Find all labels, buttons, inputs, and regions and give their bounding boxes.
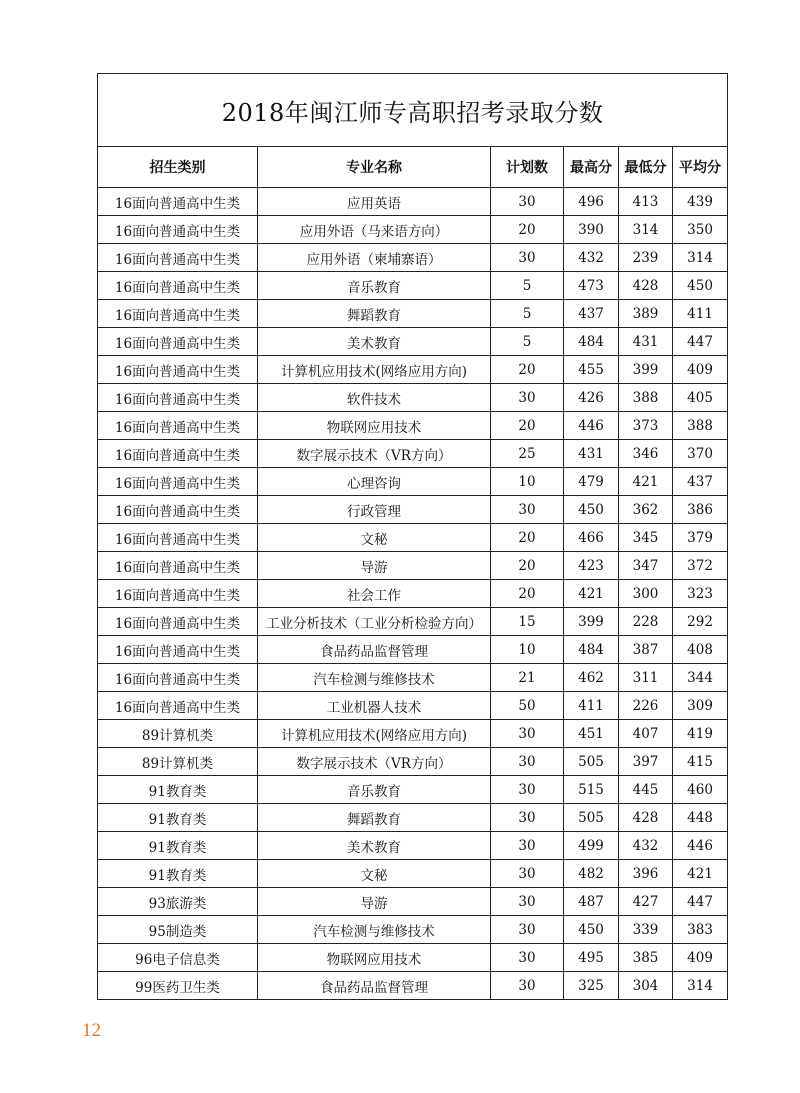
cell-max: 473 bbox=[564, 272, 619, 300]
cell-plan: 5 bbox=[491, 328, 564, 356]
cell-major: 食品药品监督管理 bbox=[258, 636, 491, 664]
cell-plan: 25 bbox=[491, 440, 564, 468]
cell-plan: 30 bbox=[491, 804, 564, 832]
cell-avg: 372 bbox=[673, 552, 728, 580]
cell-min: 431 bbox=[619, 328, 673, 356]
cell-max: 455 bbox=[564, 356, 619, 384]
cell-category: 16面向普通高中生类 bbox=[98, 300, 258, 328]
header-plan: 计划数 bbox=[491, 147, 564, 188]
cell-major: 食品药品监督管理 bbox=[258, 972, 491, 1000]
cell-avg: 314 bbox=[673, 244, 728, 272]
table-row bbox=[98, 328, 728, 356]
cell-max: 466 bbox=[564, 524, 619, 552]
table-row bbox=[98, 412, 728, 440]
cell-min: 428 bbox=[619, 272, 673, 300]
header-major: 专业名称 bbox=[258, 147, 491, 188]
cell-min: 445 bbox=[619, 776, 673, 804]
cell-plan: 5 bbox=[491, 272, 564, 300]
cell-max: 479 bbox=[564, 468, 619, 496]
cell-avg: 405 bbox=[673, 384, 728, 412]
cell-max: 437 bbox=[564, 300, 619, 328]
table-row bbox=[98, 300, 728, 328]
table-row bbox=[98, 860, 728, 888]
admission-score-table bbox=[97, 73, 728, 1000]
cell-max: 495 bbox=[564, 944, 619, 972]
cell-max: 484 bbox=[564, 636, 619, 664]
cell-plan: 30 bbox=[491, 748, 564, 776]
cell-max: 451 bbox=[564, 720, 619, 748]
cell-avg: 409 bbox=[673, 944, 728, 972]
cell-avg: 460 bbox=[673, 776, 728, 804]
cell-min: 396 bbox=[619, 860, 673, 888]
table-row bbox=[98, 944, 728, 972]
cell-category: 16面向普通高中生类 bbox=[98, 496, 258, 524]
cell-min: 427 bbox=[619, 888, 673, 916]
cell-major: 应用外语（马来语方向） bbox=[258, 216, 491, 244]
cell-min: 388 bbox=[619, 384, 673, 412]
cell-min: 314 bbox=[619, 216, 673, 244]
cell-major: 文秘 bbox=[258, 860, 491, 888]
cell-min: 362 bbox=[619, 496, 673, 524]
cell-category: 16面向普通高中生类 bbox=[98, 188, 258, 216]
table-row bbox=[98, 972, 728, 1000]
cell-avg: 309 bbox=[673, 692, 728, 720]
cell-min: 347 bbox=[619, 552, 673, 580]
cell-category: 16面向普通高中生类 bbox=[98, 356, 258, 384]
cell-plan: 30 bbox=[491, 860, 564, 888]
cell-avg: 314 bbox=[673, 972, 728, 1000]
cell-avg: 344 bbox=[673, 664, 728, 692]
cell-plan: 5 bbox=[491, 300, 564, 328]
cell-plan: 30 bbox=[491, 720, 564, 748]
cell-min: 421 bbox=[619, 468, 673, 496]
cell-max: 390 bbox=[564, 216, 619, 244]
table-row bbox=[98, 244, 728, 272]
cell-category: 16面向普通高中生类 bbox=[98, 244, 258, 272]
cell-category: 16面向普通高中生类 bbox=[98, 664, 258, 692]
cell-min: 228 bbox=[619, 608, 673, 636]
cell-plan: 20 bbox=[491, 216, 564, 244]
cell-max: 487 bbox=[564, 888, 619, 916]
cell-plan: 21 bbox=[491, 664, 564, 692]
cell-avg: 379 bbox=[673, 524, 728, 552]
cell-avg: 419 bbox=[673, 720, 728, 748]
cell-plan: 30 bbox=[491, 888, 564, 916]
cell-major: 文秘 bbox=[258, 524, 491, 552]
cell-category: 16面向普通高中生类 bbox=[98, 692, 258, 720]
cell-plan: 10 bbox=[491, 468, 564, 496]
table-row bbox=[98, 720, 728, 748]
cell-plan: 30 bbox=[491, 916, 564, 944]
cell-major: 数字展示技术（VR方向） bbox=[258, 748, 491, 776]
cell-plan: 20 bbox=[491, 356, 564, 384]
cell-avg: 386 bbox=[673, 496, 728, 524]
cell-min: 413 bbox=[619, 188, 673, 216]
cell-avg: 383 bbox=[673, 916, 728, 944]
cell-major: 行政管理 bbox=[258, 496, 491, 524]
cell-max: 484 bbox=[564, 328, 619, 356]
cell-min: 346 bbox=[619, 440, 673, 468]
table-row bbox=[98, 384, 728, 412]
table-row bbox=[98, 440, 728, 468]
cell-avg: 388 bbox=[673, 412, 728, 440]
cell-min: 399 bbox=[619, 356, 673, 384]
cell-category: 16面向普通高中生类 bbox=[98, 384, 258, 412]
table-row bbox=[98, 888, 728, 916]
cell-major: 软件技术 bbox=[258, 384, 491, 412]
header-category: 招生类别 bbox=[98, 147, 258, 188]
cell-max: 482 bbox=[564, 860, 619, 888]
cell-min: 311 bbox=[619, 664, 673, 692]
header-min: 最低分 bbox=[619, 147, 673, 188]
table-row bbox=[98, 608, 728, 636]
cell-plan: 30 bbox=[491, 496, 564, 524]
cell-max: 432 bbox=[564, 244, 619, 272]
table-row bbox=[98, 216, 728, 244]
cell-min: 300 bbox=[619, 580, 673, 608]
table-header-row bbox=[98, 147, 728, 188]
cell-major: 数字展示技术（VR方向） bbox=[258, 440, 491, 468]
cell-plan: 10 bbox=[491, 636, 564, 664]
cell-avg: 447 bbox=[673, 328, 728, 356]
cell-avg: 350 bbox=[673, 216, 728, 244]
table-body bbox=[98, 188, 728, 1000]
cell-min: 304 bbox=[619, 972, 673, 1000]
cell-max: 505 bbox=[564, 804, 619, 832]
cell-min: 373 bbox=[619, 412, 673, 440]
cell-category: 96电子信息类 bbox=[98, 944, 258, 972]
cell-plan: 30 bbox=[491, 832, 564, 860]
cell-max: 325 bbox=[564, 972, 619, 1000]
cell-min: 226 bbox=[619, 692, 673, 720]
cell-avg: 408 bbox=[673, 636, 728, 664]
cell-major: 音乐教育 bbox=[258, 776, 491, 804]
cell-plan: 20 bbox=[491, 552, 564, 580]
table-row bbox=[98, 468, 728, 496]
table-row bbox=[98, 776, 728, 804]
cell-major: 物联网应用技术 bbox=[258, 944, 491, 972]
cell-major: 工业机器人技术 bbox=[258, 692, 491, 720]
cell-max: 399 bbox=[564, 608, 619, 636]
table-row bbox=[98, 580, 728, 608]
cell-plan: 50 bbox=[491, 692, 564, 720]
cell-max: 505 bbox=[564, 748, 619, 776]
cell-major: 计算机应用技术(网络应用方向) bbox=[258, 356, 491, 384]
cell-major: 导游 bbox=[258, 888, 491, 916]
cell-major: 社会工作 bbox=[258, 580, 491, 608]
table-row bbox=[98, 496, 728, 524]
cell-major: 舞蹈教育 bbox=[258, 804, 491, 832]
cell-category: 16面向普通高中生类 bbox=[98, 580, 258, 608]
cell-major: 应用外语（柬埔寨语） bbox=[258, 244, 491, 272]
header-avg: 平均分 bbox=[673, 147, 728, 188]
table-row bbox=[98, 552, 728, 580]
cell-max: 450 bbox=[564, 496, 619, 524]
cell-major: 工业分析技术（工业分析检验方向） bbox=[258, 608, 491, 636]
table-row bbox=[98, 916, 728, 944]
cell-avg: 421 bbox=[673, 860, 728, 888]
cell-major: 美术教育 bbox=[258, 832, 491, 860]
cell-plan: 30 bbox=[491, 944, 564, 972]
cell-max: 450 bbox=[564, 916, 619, 944]
cell-plan: 30 bbox=[491, 188, 564, 216]
cell-avg: 447 bbox=[673, 888, 728, 916]
cell-major: 心理咨询 bbox=[258, 468, 491, 496]
cell-min: 387 bbox=[619, 636, 673, 664]
cell-category: 16面向普通高中生类 bbox=[98, 216, 258, 244]
cell-max: 411 bbox=[564, 692, 619, 720]
cell-category: 89计算机类 bbox=[98, 748, 258, 776]
table-row bbox=[98, 188, 728, 216]
cell-category: 91教育类 bbox=[98, 832, 258, 860]
cell-plan: 30 bbox=[491, 972, 564, 1000]
cell-plan: 20 bbox=[491, 412, 564, 440]
cell-plan: 30 bbox=[491, 244, 564, 272]
cell-avg: 437 bbox=[673, 468, 728, 496]
cell-min: 389 bbox=[619, 300, 673, 328]
table-row bbox=[98, 832, 728, 860]
cell-category: 16面向普通高中生类 bbox=[98, 468, 258, 496]
cell-category: 16面向普通高中生类 bbox=[98, 440, 258, 468]
cell-major: 物联网应用技术 bbox=[258, 412, 491, 440]
cell-avg: 415 bbox=[673, 748, 728, 776]
cell-avg: 323 bbox=[673, 580, 728, 608]
table-row bbox=[98, 636, 728, 664]
table-row bbox=[98, 524, 728, 552]
cell-max: 431 bbox=[564, 440, 619, 468]
table-row bbox=[98, 692, 728, 720]
cell-avg: 411 bbox=[673, 300, 728, 328]
cell-min: 345 bbox=[619, 524, 673, 552]
cell-min: 407 bbox=[619, 720, 673, 748]
cell-max: 496 bbox=[564, 188, 619, 216]
cell-avg: 446 bbox=[673, 832, 728, 860]
cell-min: 397 bbox=[619, 748, 673, 776]
cell-avg: 448 bbox=[673, 804, 728, 832]
cell-avg: 370 bbox=[673, 440, 728, 468]
cell-min: 339 bbox=[619, 916, 673, 944]
cell-category: 91教育类 bbox=[98, 776, 258, 804]
cell-avg: 439 bbox=[673, 188, 728, 216]
cell-category: 91教育类 bbox=[98, 860, 258, 888]
cell-plan: 20 bbox=[491, 524, 564, 552]
cell-min: 239 bbox=[619, 244, 673, 272]
cell-major: 导游 bbox=[258, 552, 491, 580]
cell-major: 音乐教育 bbox=[258, 272, 491, 300]
cell-max: 499 bbox=[564, 832, 619, 860]
cell-major: 计算机应用技术(网络应用方向) bbox=[258, 720, 491, 748]
cell-category: 16面向普通高中生类 bbox=[98, 328, 258, 356]
table-row bbox=[98, 272, 728, 300]
cell-category: 91教育类 bbox=[98, 804, 258, 832]
cell-max: 446 bbox=[564, 412, 619, 440]
cell-max: 423 bbox=[564, 552, 619, 580]
cell-category: 95制造类 bbox=[98, 916, 258, 944]
cell-category: 16面向普通高中生类 bbox=[98, 636, 258, 664]
cell-major: 美术教育 bbox=[258, 328, 491, 356]
cell-major: 舞蹈教育 bbox=[258, 300, 491, 328]
cell-category: 89计算机类 bbox=[98, 720, 258, 748]
table-row bbox=[98, 748, 728, 776]
cell-plan: 20 bbox=[491, 580, 564, 608]
header-max: 最高分 bbox=[564, 147, 619, 188]
cell-category: 16面向普通高中生类 bbox=[98, 608, 258, 636]
cell-min: 432 bbox=[619, 832, 673, 860]
table-row bbox=[98, 804, 728, 832]
cell-avg: 450 bbox=[673, 272, 728, 300]
cell-major: 汽车检测与维修技术 bbox=[258, 664, 491, 692]
cell-min: 428 bbox=[619, 804, 673, 832]
cell-max: 462 bbox=[564, 664, 619, 692]
page-title: 2018年闽江师专高职招考录取分数 bbox=[98, 74, 728, 147]
cell-avg: 292 bbox=[673, 608, 728, 636]
cell-category: 16面向普通高中生类 bbox=[98, 524, 258, 552]
cell-category: 99医药卫生类 bbox=[98, 972, 258, 1000]
cell-major: 汽车检测与维修技术 bbox=[258, 916, 491, 944]
table-row bbox=[98, 356, 728, 384]
cell-category: 16面向普通高中生类 bbox=[98, 272, 258, 300]
cell-max: 426 bbox=[564, 384, 619, 412]
cell-max: 421 bbox=[564, 580, 619, 608]
cell-plan: 30 bbox=[491, 384, 564, 412]
cell-category: 93旅游类 bbox=[98, 888, 258, 916]
cell-category: 16面向普通高中生类 bbox=[98, 412, 258, 440]
cell-plan: 30 bbox=[491, 776, 564, 804]
page-number: 12 bbox=[82, 1020, 101, 1041]
cell-avg: 409 bbox=[673, 356, 728, 384]
cell-min: 385 bbox=[619, 944, 673, 972]
cell-major: 应用英语 bbox=[258, 188, 491, 216]
cell-max: 515 bbox=[564, 776, 619, 804]
table-row bbox=[98, 664, 728, 692]
cell-plan: 15 bbox=[491, 608, 564, 636]
cell-category: 16面向普通高中生类 bbox=[98, 552, 258, 580]
